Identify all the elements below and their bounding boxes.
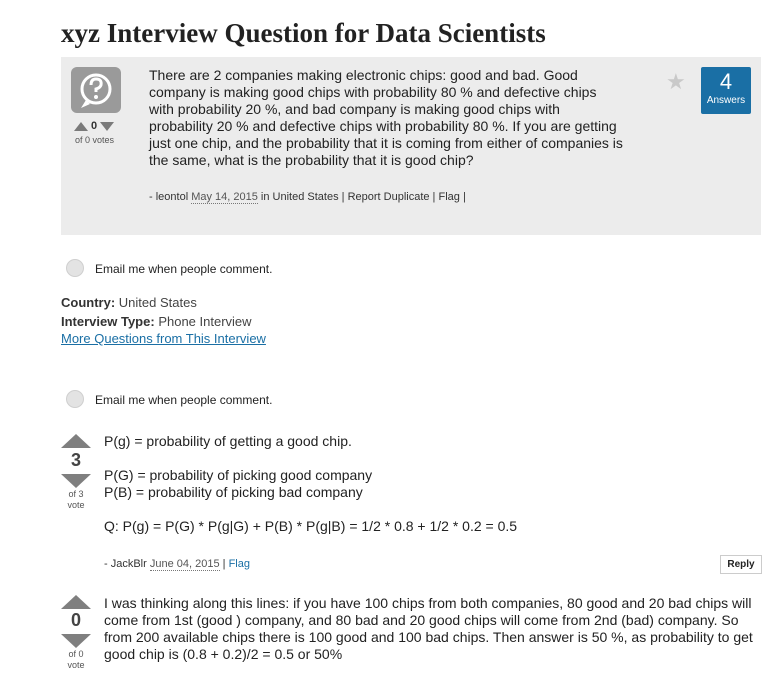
- answers-count: 4: [719, 69, 733, 94]
- downvote-icon[interactable]: [100, 122, 114, 131]
- answer-downvote-icon[interactable]: [61, 634, 91, 648]
- report-duplicate-link[interactable]: Report Duplicate: [347, 191, 430, 203]
- answer-line: P(B) = probability of picking bad company: [104, 484, 363, 500]
- answers-label: Answers: [706, 95, 746, 106]
- question-author[interactable]: - leontol: [149, 191, 189, 203]
- answer-upvote-icon[interactable]: [61, 595, 91, 609]
- answer-vote-count: 3: [70, 450, 81, 470]
- star-icon[interactable]: ★: [666, 69, 686, 94]
- answer-votes-of: of 0: [68, 649, 84, 659]
- country-row: [61, 293, 197, 312]
- answer-votes-label: [61, 649, 91, 671]
- page-title: xyz Interview Question for Data Scientists: [61, 18, 546, 48]
- mail-icon[interactable]: [66, 259, 84, 277]
- answer-votes-label: [61, 489, 91, 511]
- answer-text: I was thinking along this lines: if you have 100 chips from both companies, 80 good and 20 bad chips will come from 1st (good ) company, and 80 bad and 20 good chips will come from 2nd (bad) company. So from 200 available chips there is 100 good and 100 bad chips. Then answer is 50 %, as probability to get good chip is (0.8 + 0.2)/2 = 0.5 or 50%: [104, 595, 753, 662]
- question-meta: - leontol May 14, 2015 in United States | Report Duplicate | Flag |: [149, 191, 466, 203]
- answer-downvote-icon[interactable]: [61, 474, 91, 488]
- question-votes-label: of 0 votes: [75, 135, 115, 145]
- question-box: [61, 57, 761, 235]
- country-label: Country:: [61, 295, 116, 310]
- answer-line: Q: P(g) = P(G) * P(g|G) + P(B) * P(g|B) = 1/2 * 0.8 + 1/2 * 0.2 = 0.5: [104, 518, 518, 534]
- question-vote-count: 0: [91, 120, 98, 132]
- interview-type-label: Interview Type:: [61, 314, 155, 329]
- answer-line: P(g) = probability of getting a good chip.: [104, 433, 352, 449]
- country-value: United States: [118, 295, 197, 310]
- email-notify-link[interactable]: Email me when people comment.: [95, 262, 273, 276]
- answer-votes-unit: vote: [67, 500, 85, 510]
- answer-vote-count: 0: [70, 610, 81, 630]
- question-icon: [71, 67, 121, 113]
- mail-icon[interactable]: [66, 390, 84, 408]
- answer-votes-of: of 3: [68, 489, 84, 499]
- answer-upvote-icon[interactable]: [61, 434, 91, 448]
- email-notify-link-2[interactable]: Email me when people comment.: [95, 393, 273, 407]
- answer-date: June 04, 2015: [149, 558, 220, 570]
- answers-count-badge[interactable]: [701, 67, 751, 114]
- interview-type-row: [61, 312, 252, 331]
- answer-votes-unit: vote: [67, 660, 85, 670]
- flag-link[interactable]: Flag: [438, 191, 460, 203]
- answer-flag-link[interactable]: Flag: [228, 558, 250, 570]
- question-location: in United States: [260, 191, 339, 203]
- interview-type-value: Phone Interview: [158, 314, 252, 329]
- upvote-icon[interactable]: [74, 122, 88, 131]
- reply-button[interactable]: Reply: [720, 555, 762, 574]
- answer-meta: - JackBlr June 04, 2015 | Flag: [104, 558, 250, 570]
- question-text: There are 2 companies making electronic chips: good and bad. Good company is making good chips with probability 80 % and defective chips with probability 20 %, and bad company is making good chips with probability 20 % and defective chips with probability 80 %. If you are getting just one chip, and the probability that it is coming from either of companies is the same, what is the probability that it is good chip?: [149, 67, 623, 168]
- answer-author[interactable]: - JackBlr: [104, 558, 147, 570]
- answer-line: P(G) = probability of picking good company: [104, 467, 373, 483]
- more-questions-link[interactable]: More Questions from This Interview: [61, 331, 266, 346]
- question-date: May 14, 2015: [191, 191, 258, 203]
